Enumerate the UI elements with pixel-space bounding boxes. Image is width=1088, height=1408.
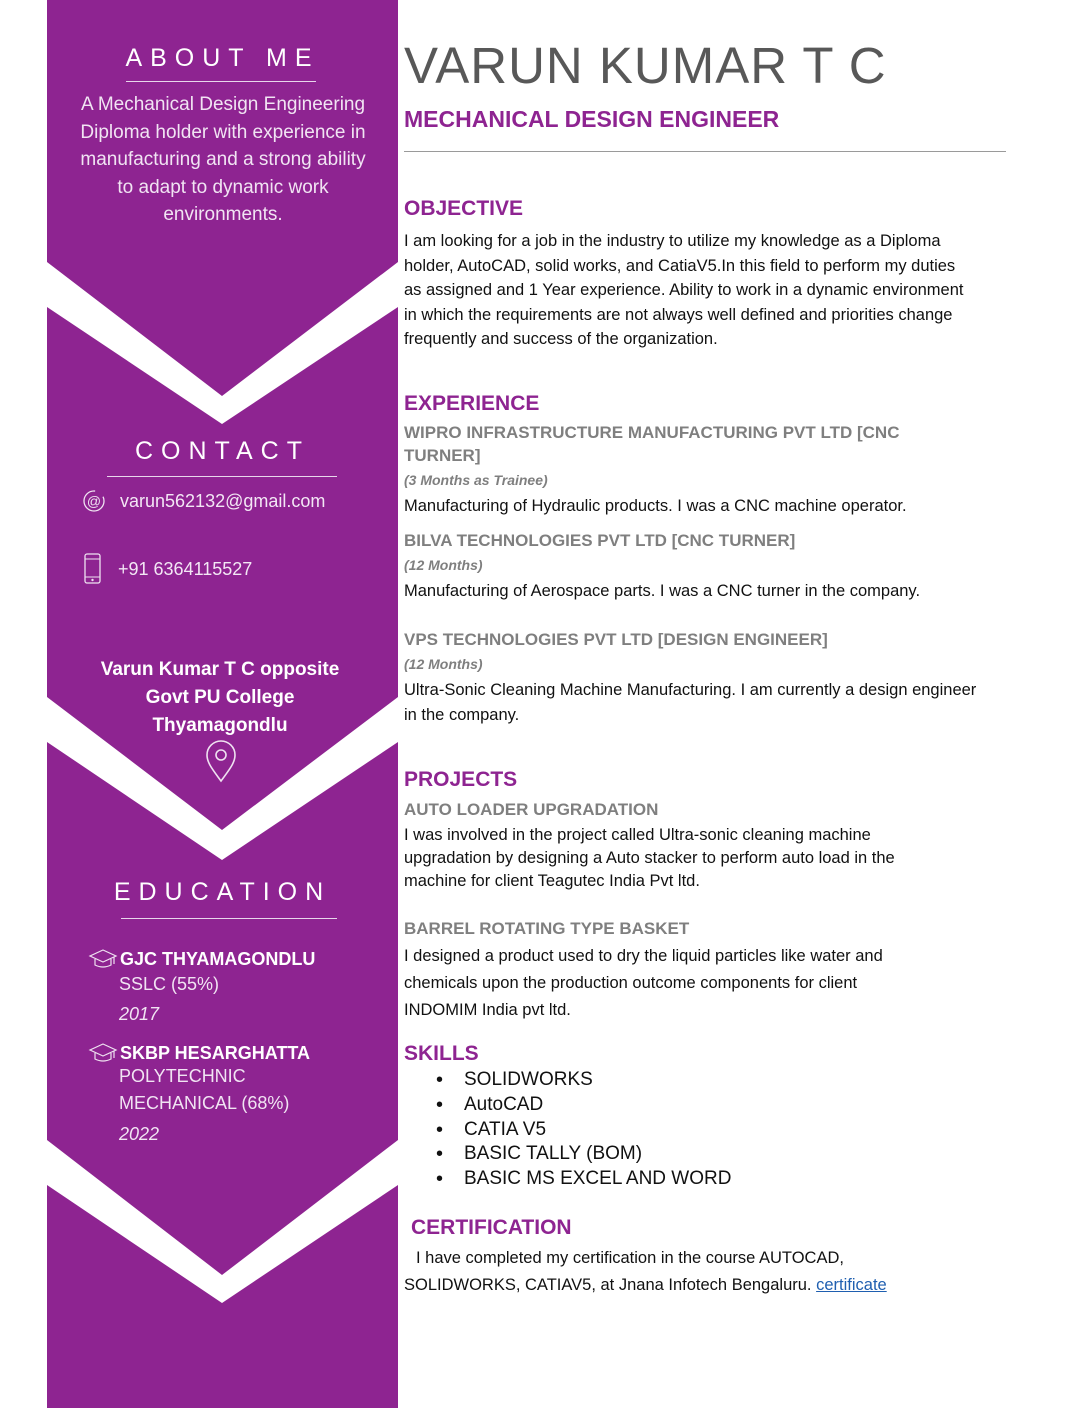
objective-line: in which the requirements are not always well defined and priorities change (404, 305, 953, 324)
skill-item: • CATIA V5 (436, 1118, 731, 1143)
project-title: AUTO LOADER UPGRADATION (404, 800, 659, 819)
address-line: Varun Kumar T C opposite (100, 659, 340, 680)
skills-title: SKILLS (404, 1042, 479, 1065)
objective-title: OBJECTIVE (404, 197, 524, 220)
education-item-1-detail: SSLC (55%) (119, 974, 220, 994)
email-row[interactable] (82, 488, 325, 514)
candidate-role: MECHANICAL DESIGN ENGINEER (404, 106, 780, 132)
contact-title-rule (107, 476, 337, 477)
project-description (404, 943, 1004, 1024)
candidate-name: VARUN KUMAR T C (404, 37, 887, 94)
address-line: Govt PU College (145, 687, 295, 708)
skill-item: • BASIC TALLY (BOM) (436, 1142, 731, 1167)
certification-text: SOLIDWORKS, CATIAV5, at Jnana Infotech Bengaluru. (404, 1276, 812, 1294)
skills-list (436, 1068, 731, 1192)
svg-text:@: @ (86, 493, 102, 509)
education-title: EDUCATION (113, 878, 332, 906)
project-line: upgradation by designing a Auto stacker to perform auto load in the (404, 849, 895, 867)
about-title-rule (126, 81, 316, 82)
certification-line-1: I have completed my certification in the course AUTOCAD, (416, 1249, 844, 1267)
address-line: Thyamagondlu (152, 715, 288, 736)
project-line: machine for client Teagutec India Pvt ltd. (404, 872, 700, 890)
graduation-cap-icon (88, 1042, 118, 1064)
projects-title: PROJECTS (404, 768, 518, 791)
experience-title: EXPERIENCE (404, 392, 540, 415)
address (70, 656, 370, 740)
objective-line: as assigned and 1 Year experience. Ability to work in a dynamic environment (404, 281, 964, 299)
email-text[interactable]: varun562132@gmail.com (120, 490, 326, 511)
project-line: INDOMIM India pvt ltd. (404, 1001, 571, 1019)
experience-duration: (3 Months as Trainee) (404, 472, 548, 488)
objective-line: I am looking for a job in the industry to utilize my knowledge as a Diploma (404, 232, 941, 250)
contact-title: CONTACT (135, 437, 310, 465)
education-item-2-detail: POLYTECHNIC (119, 1066, 246, 1086)
certification-line-2 (404, 1273, 1004, 1298)
skill-item: • BASIC MS EXCEL AND WORD (436, 1167, 731, 1192)
education-title-rule (121, 918, 337, 919)
header-divider (404, 151, 1006, 152)
experience-description: Manufacturing of Hydraulic products. I was a CNC machine operator. (404, 497, 907, 515)
experience-description: Manufacturing of Aerospace parts. I was a CNC turner in the company. (404, 582, 921, 600)
skill-item: • AutoCAD (436, 1093, 731, 1118)
certificate-link[interactable]: certificate (816, 1276, 887, 1294)
experience-company: BILVA TECHNOLOGIES PVT LTD [CNC TURNER] (404, 531, 796, 550)
skill-item: • SOLIDWORKS (436, 1068, 731, 1093)
objective-line: frequently and success of the organization. (404, 330, 718, 348)
education-item-1-school: GJC THYAMAGONDLU (88, 948, 315, 970)
experience-duration: (12 Months) (404, 656, 483, 672)
education-item-1-year: 2017 (119, 1004, 160, 1024)
phone-text[interactable]: +91 6364115527 (118, 558, 253, 579)
about-title: ABOUT ME (125, 44, 320, 72)
mobile-phone-icon (82, 552, 104, 586)
education-item-2-school: SKBP HESARGHATTA (88, 1042, 310, 1064)
objective-text (404, 229, 1004, 352)
project-description (404, 824, 1004, 893)
education-item-2-year: 2022 (119, 1124, 160, 1144)
project-line: I designed a product used to dry the liquid particles like water and (404, 947, 883, 965)
certification-title: CERTIFICATION (411, 1216, 572, 1239)
experience-company: WIPRO INFRASTRUCTURE MANUFACTURING PVT LTD [CNC TURNER] (404, 423, 900, 465)
education-item-2-detail: MECHANICAL (68%) (119, 1093, 290, 1113)
at-icon (82, 488, 106, 514)
location-pin-icon (203, 738, 239, 784)
about-text: A Mechanical Design Engineering Diploma holder with experience in manufacturing and a strong ability to adapt to dynamic work environments. (80, 94, 366, 225)
project-title: BARREL ROTATING TYPE BASKET (404, 919, 690, 938)
graduation-cap-icon (88, 948, 118, 970)
experience-duration: (12 Months) (404, 557, 483, 573)
project-line: I was involved in the project called Ultra-sonic cleaning machine (404, 826, 871, 844)
experience-description: Ultra-Sonic Cleaning Machine Manufacturing. I am currently a design engineer in the company. (404, 681, 977, 724)
objective-line: holder, AutoCAD, solid works, and CatiaV5.In this field to perform my duties (404, 256, 956, 275)
phone-row[interactable] (82, 552, 252, 586)
project-line: chemicals upon the production outcome components for client (404, 974, 858, 992)
experience-company: VPS TECHNOLOGIES PVT LTD [DESIGN ENGINEER] (404, 630, 828, 649)
